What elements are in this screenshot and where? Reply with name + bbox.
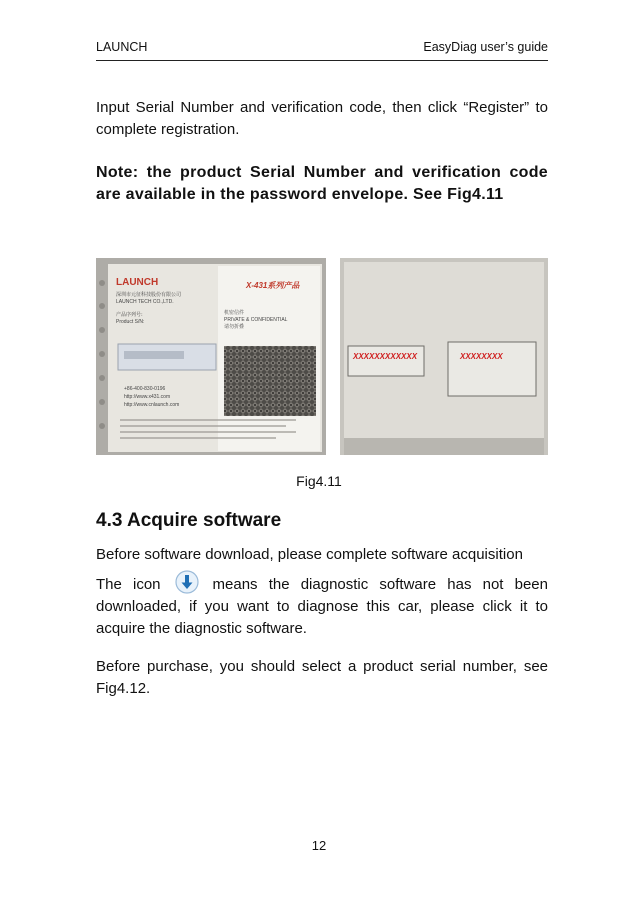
envelope-product-label-cn: 产品序列号: (116, 312, 143, 318)
envelope-private-sub: 请勿折叠 (224, 324, 245, 330)
page-header (96, 40, 548, 58)
envelope-brand: LAUNCH (116, 277, 159, 288)
envelope-company-cn: 深圳市元征科技股份有限公司 (116, 292, 182, 298)
envelope-front-photo (96, 258, 326, 455)
hidden-code-2: XXXXXXXX (460, 352, 503, 361)
envelope-phone: +86-400-830-0196 (124, 386, 166, 392)
header-title: EasyDiag user’s guide (423, 40, 548, 54)
section-paragraph-2 (96, 570, 548, 640)
page-number: 12 (311, 838, 327, 853)
p2-rest: means the diagnostic software has not been downloaded, if you want to diagnose this car, please click it to acquire the diagnostic software. (96, 576, 548, 637)
intro-paragraph: Input Serial Number and verification code, then click “Register” to complete registration. (96, 99, 548, 138)
envelope-private-en: PRIVATE & CONFIDENTIAL (224, 317, 288, 323)
p2-lead: The icon (96, 576, 161, 593)
header-brand: LAUNCH (96, 40, 148, 54)
envelope-private-cn: 机密信件 (224, 310, 245, 316)
figure-caption: Fig4.11 (296, 473, 342, 489)
header-rule (96, 60, 548, 61)
envelope-model: X-431系列产品 (246, 281, 300, 290)
section-paragraph-3: Before purchase, you should select a product serial number, see Fig4.12. (96, 658, 548, 697)
note-paragraph: Note: the product Serial Number and verification code are available in the password envelope. See Fig4.11 (96, 164, 548, 203)
scratch-panel (224, 346, 316, 416)
section-paragraph-1: Before software download, please complete software acquisition (96, 546, 523, 563)
envelope-product-label-en: Product S/N: (116, 319, 145, 325)
envelope-company-en: LAUNCH TECH CO.,LTD. (116, 299, 174, 305)
envelope-inside-photo (340, 258, 548, 455)
download-icon (175, 570, 199, 594)
section-heading: 4.3 Acquire software (96, 510, 282, 531)
envelope-url2: http://www.cnlaunch.com (124, 402, 180, 408)
hidden-code-1: XXXXXXXXXXXX (353, 352, 418, 361)
envelope-url1: http://www.x431.com (124, 394, 171, 400)
